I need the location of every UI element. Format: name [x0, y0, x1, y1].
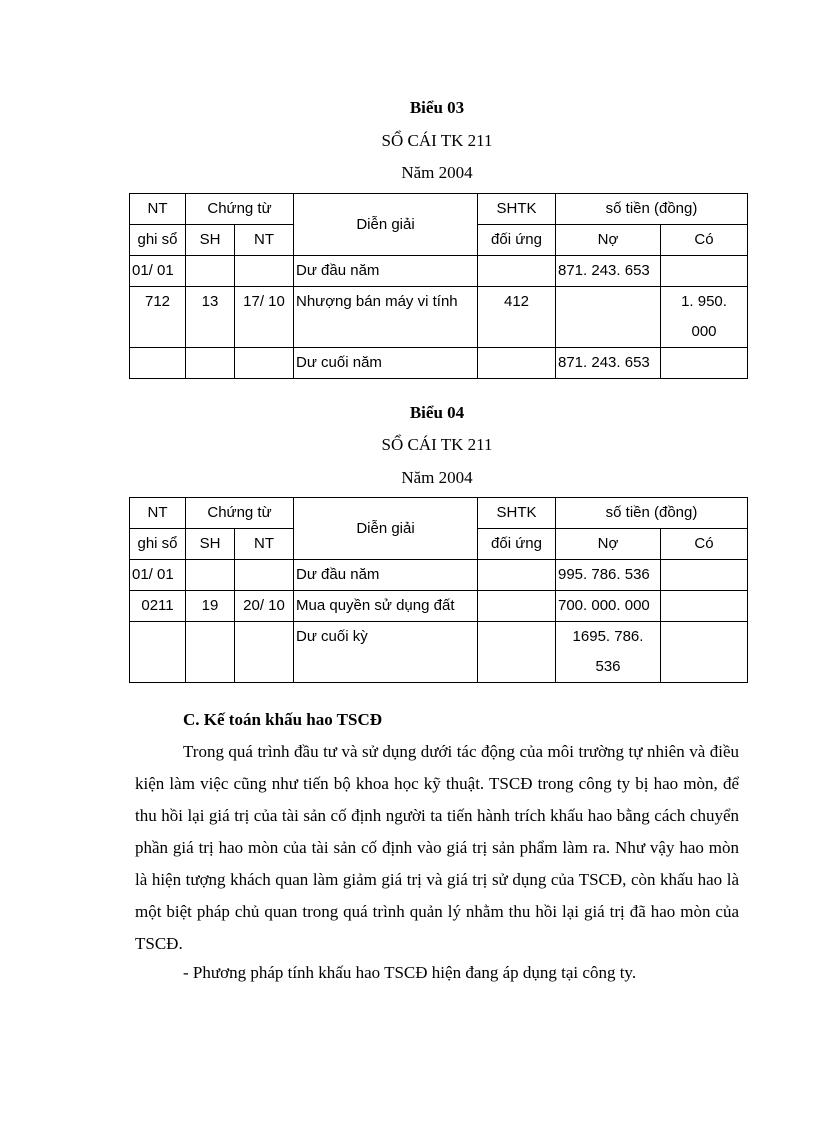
section-heading: C. Kế toán khấu hao TSCĐ: [183, 710, 383, 729]
cell-shtk: [478, 560, 556, 591]
cell-co: [661, 622, 748, 683]
table-header-row: [130, 194, 748, 225]
cell-nt: [235, 256, 294, 287]
cell-sh: [186, 622, 235, 683]
cell-no: 871. 243. 653: [556, 256, 661, 287]
ledger-table-tk211-bieu03: [129, 193, 748, 379]
cell-sh: [186, 560, 235, 591]
table-row: [130, 287, 748, 348]
cell-co: [661, 560, 748, 591]
cell-dien-giai: Nhượng bán máy vi tính: [294, 287, 478, 348]
header-nt-ghi-so-line2: ghi sổ: [130, 529, 186, 560]
ledger-caption: Biểu 03: [409, 98, 465, 117]
cell-no: 871. 243. 653: [556, 348, 661, 379]
cell-co: [661, 256, 748, 287]
cell-shtk: [478, 256, 556, 287]
cell-shtk: [478, 622, 556, 683]
cell-dien-giai: Dư đầu năm: [294, 560, 478, 591]
bullet-item: - Phương pháp tính khấu hao TSCĐ hiện đang áp dụng tại công ty.: [183, 963, 637, 982]
header-shtk-line2: đối ứng: [478, 529, 556, 560]
cell-co: [661, 348, 748, 379]
cell-sh: [186, 256, 235, 287]
cell-nt: [235, 348, 294, 379]
cell-dien-giai: Dư đầu năm: [294, 256, 478, 287]
cell-co: [661, 591, 748, 622]
header-nt-ghi-so: NT: [130, 194, 186, 225]
cell-dien-giai: Dư cuối năm: [294, 348, 478, 379]
table-header-row: [130, 498, 748, 529]
cell-no: 1695. 786. 536: [556, 622, 661, 683]
cell-co: 1. 950. 000: [661, 287, 748, 348]
cell-nt-ghi-so: [130, 622, 186, 683]
cell-nt: 20/ 10: [235, 591, 294, 622]
cell-shtk: 412: [478, 287, 556, 348]
header-no: Nợ: [556, 225, 661, 256]
header-dien-giai: Diễn giải: [294, 194, 478, 256]
cell-no: 995. 786. 536: [556, 560, 661, 591]
ledger-table-tk211-bieu04: [129, 497, 748, 683]
cell-sh: 19: [186, 591, 235, 622]
header-no: Nợ: [556, 529, 661, 560]
cell-nt-ghi-so: [130, 348, 186, 379]
ledger-caption: Biểu 04: [409, 403, 465, 422]
header-sh: SH: [186, 529, 235, 560]
cell-nt-ghi-so: 712: [130, 287, 186, 348]
header-nt: NT: [235, 529, 294, 560]
cell-dien-giai: Dư cuối kỳ: [294, 622, 478, 683]
table-row: [130, 256, 748, 287]
header-co: Có: [661, 225, 748, 256]
cell-no: 700. 000. 000: [556, 591, 661, 622]
table-row: [130, 560, 748, 591]
cell-nt-ghi-so: 01/ 01: [130, 256, 186, 287]
table-row: [130, 348, 748, 379]
ledger-title: SỔ CÁI TK 211: [381, 435, 493, 454]
header-shtk: SHTK: [478, 194, 556, 225]
cell-shtk: [478, 348, 556, 379]
cell-nt-ghi-so: 01/ 01: [130, 560, 186, 591]
header-nt: NT: [235, 225, 294, 256]
ledger-title: SỔ CÁI TK 211: [381, 131, 493, 150]
ledger-year: Năm 2004: [401, 163, 473, 182]
header-co: Có: [661, 529, 748, 560]
header-sh: SH: [186, 225, 235, 256]
cell-nt: [235, 560, 294, 591]
header-nt-ghi-so-line2: ghi sổ: [130, 225, 186, 256]
header-shtk-line2: đối ứng: [478, 225, 556, 256]
cell-sh: 13: [186, 287, 235, 348]
cell-sh: [186, 348, 235, 379]
cell-nt: 17/ 10: [235, 287, 294, 348]
header-shtk: SHTK: [478, 498, 556, 529]
cell-nt-ghi-so: 0211: [130, 591, 186, 622]
ledger-year: Năm 2004: [401, 468, 473, 487]
header-dien-giai: Diễn giải: [294, 498, 478, 560]
header-so-tien: số tiền (đồng): [556, 194, 748, 225]
section-paragraph: Trong quá trình đầu tư và sử dụng dưới tác động của môi trường tự nhiên và điều kiện làm việc cũng như tiến bộ khoa học kỹ thuật. TSCĐ trong công ty bị hao mòn, để thu hồi lại giá trị của tài sản cố định người ta tiến hành trích khấu hao bằng cách chuyển phần giá trị hao mòn của tài sản cố định vào giá trị sản phẩm làm ra. Như vậy hao mòn là hiện tượng khách quan làm giảm giá trị và giá trị sử dụng của TSCĐ, còn khấu hao là một biệt pháp chủ quan trong quá trình quản lý nhằm thu hồi lại giá trị đã hao mòn của TSCĐ.: [135, 742, 739, 953]
cell-nt: [235, 622, 294, 683]
cell-dien-giai: Mua quyền sử dụng đất: [294, 591, 478, 622]
cell-shtk: [478, 591, 556, 622]
header-chung-tu: Chứng từ: [186, 194, 294, 225]
table-row: [130, 622, 748, 683]
table-row: [130, 591, 748, 622]
header-chung-tu: Chứng từ: [186, 498, 294, 529]
cell-no: [556, 287, 661, 348]
header-so-tien: số tiền (đồng): [556, 498, 748, 529]
header-nt-ghi-so: NT: [130, 498, 186, 529]
